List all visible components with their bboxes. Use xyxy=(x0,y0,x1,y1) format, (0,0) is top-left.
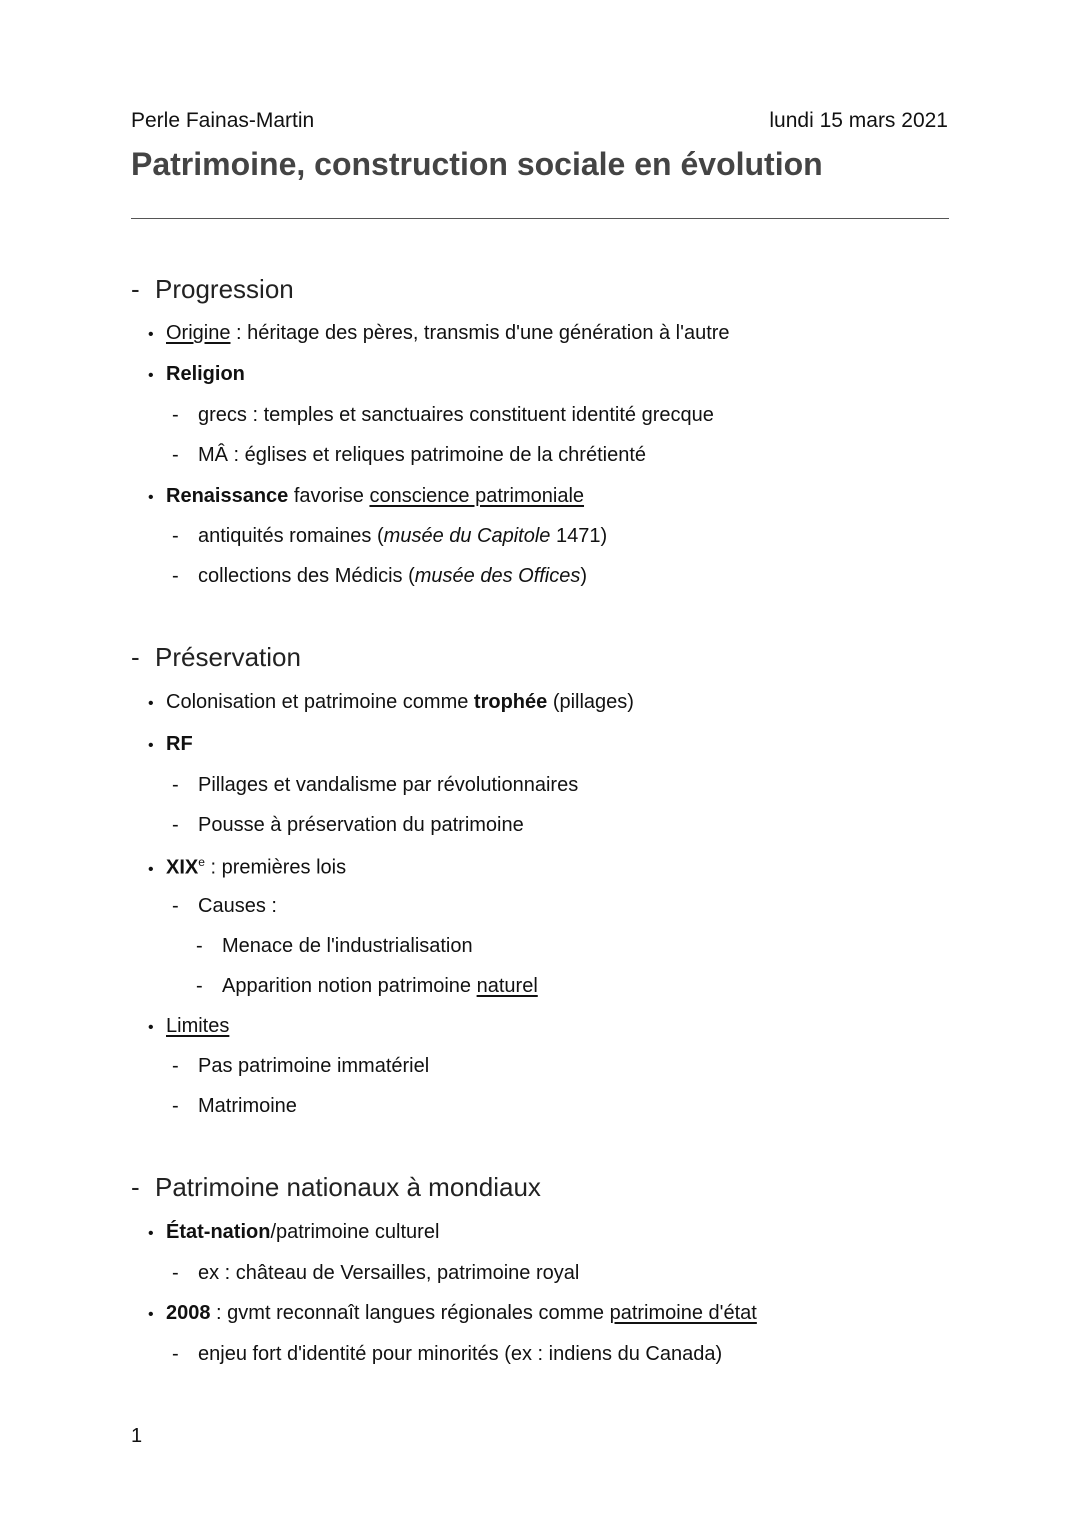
page-title: Patrimoine, construction sociale en évolution xyxy=(131,146,823,182)
list-subitem xyxy=(172,814,524,837)
list-subitem xyxy=(172,525,607,548)
term-naturel: naturel xyxy=(476,975,538,997)
dash-marker: - xyxy=(172,404,179,426)
term-origine: Origine xyxy=(166,322,231,344)
item-text: Matrimoine xyxy=(198,1095,297,1117)
list-item xyxy=(148,322,730,345)
bullet-icon: • xyxy=(148,737,154,754)
item-text: : héritage des pères, transmis d'une génération à l'autre xyxy=(230,322,730,344)
term-patrimoine-etat: patrimoine d'état xyxy=(609,1302,757,1324)
list-item xyxy=(148,1015,229,1038)
dash-marker: - xyxy=(131,642,140,672)
list-subsubitem xyxy=(196,935,473,958)
bullet-icon: • xyxy=(148,860,154,878)
list-subitem xyxy=(172,774,578,797)
dash-marker: - xyxy=(172,1343,179,1365)
list-item xyxy=(148,733,193,756)
section-heading-preservation xyxy=(131,642,301,673)
dash-marker: - xyxy=(172,814,179,836)
section-heading-progression xyxy=(131,274,294,305)
list-item xyxy=(148,363,245,386)
item-text: Pas patrimoine immatériel xyxy=(198,1055,430,1077)
list-item xyxy=(148,1221,439,1244)
term-limites: Limites xyxy=(166,1015,230,1037)
dash-marker: - xyxy=(131,1172,140,1202)
section-title: Progression xyxy=(155,274,294,304)
dash-marker: - xyxy=(172,444,179,466)
list-subitem xyxy=(172,444,646,467)
term-renaissance: Renaissance xyxy=(166,485,289,507)
item-text: grecs : temples et sanctuaires constituent identité grecque xyxy=(198,404,714,426)
title-divider xyxy=(131,218,949,219)
list-subitem xyxy=(172,1055,429,1078)
item-text: ex : château de Versailles, patrimoine royal xyxy=(198,1262,580,1284)
item-text: Pousse à préservation du patrimoine xyxy=(198,814,524,836)
dash-marker: - xyxy=(172,1262,179,1284)
dash-marker: - xyxy=(172,565,179,587)
list-subitem xyxy=(172,404,714,427)
item-text: (pillages) xyxy=(547,691,634,713)
bullet-icon: • xyxy=(148,1019,154,1036)
dash-marker: - xyxy=(172,525,179,547)
term-2008: 2008 xyxy=(166,1302,211,1324)
bullet-icon: • xyxy=(148,489,154,506)
list-subitem xyxy=(172,565,587,588)
item-text: Apparition notion patrimoine xyxy=(222,975,477,997)
list-item xyxy=(148,1302,757,1325)
item-text: Menace de l'industrialisation xyxy=(222,935,473,957)
bullet-icon: • xyxy=(148,367,154,384)
list-subitem xyxy=(172,1343,722,1366)
item-text: favorise xyxy=(288,485,370,507)
term-conscience: conscience patrimoniale xyxy=(369,485,585,507)
item-text: : premières lois xyxy=(204,856,347,879)
bullet-icon: • xyxy=(148,1306,154,1323)
item-text: Causes : xyxy=(198,895,277,917)
item-text: antiquités romaines ( xyxy=(198,525,384,547)
item-text: 1471) xyxy=(550,525,608,547)
bullet-icon: • xyxy=(148,326,154,343)
section-title: Patrimoine nationaux à mondiaux xyxy=(155,1172,541,1202)
list-subitem xyxy=(172,895,277,918)
term-rf: RF xyxy=(166,733,193,755)
section-title: Préservation xyxy=(155,642,301,672)
term-etat-nation: État-nation xyxy=(166,1221,271,1243)
museum-name: musée du Capitole xyxy=(383,525,551,547)
bullet-icon: • xyxy=(148,695,154,712)
superscript-e: e xyxy=(198,855,205,869)
section-heading-nationaux-mondiaux xyxy=(131,1172,541,1203)
document-date: lundi 15 mars 2021 xyxy=(769,109,948,132)
dash-marker: - xyxy=(172,1095,179,1117)
list-item xyxy=(148,855,346,880)
list-subsubitem xyxy=(196,975,538,998)
page-number: 1 xyxy=(131,1425,143,1447)
list-item xyxy=(148,691,634,714)
item-text: MÂ : églises et reliques patrimoine de la chrétienté xyxy=(198,444,647,466)
dash-marker: - xyxy=(172,774,179,796)
museum-name: musée des Offices xyxy=(414,565,581,587)
term-trophee: trophée xyxy=(473,691,548,713)
item-text: Colonisation et patrimoine comme xyxy=(166,691,474,713)
item-text: Pillages et vandalisme par révolutionnaires xyxy=(198,774,579,796)
dash-marker: - xyxy=(172,1055,179,1077)
list-item xyxy=(148,485,584,508)
dash-marker: - xyxy=(196,935,203,957)
item-text: /patrimoine culturel xyxy=(270,1221,440,1243)
list-subitem xyxy=(172,1262,579,1285)
list-subitem xyxy=(172,1095,297,1118)
item-text: enjeu fort d'identité pour minorités (ex : indiens du Canada) xyxy=(198,1343,723,1365)
item-text: collections des Médicis ( xyxy=(198,565,415,587)
term-religion: Religion xyxy=(166,363,245,385)
author-name: Perle Fainas-Martin xyxy=(131,109,315,132)
dash-marker: - xyxy=(172,895,179,917)
item-text: ) xyxy=(580,565,588,587)
dash-marker: - xyxy=(196,975,203,997)
item-text: : gvmt reconnaît langues régionales comme xyxy=(210,1302,610,1324)
bullet-icon: • xyxy=(148,1225,154,1242)
dash-marker: - xyxy=(131,274,140,304)
term-xix: XIX xyxy=(166,856,199,879)
